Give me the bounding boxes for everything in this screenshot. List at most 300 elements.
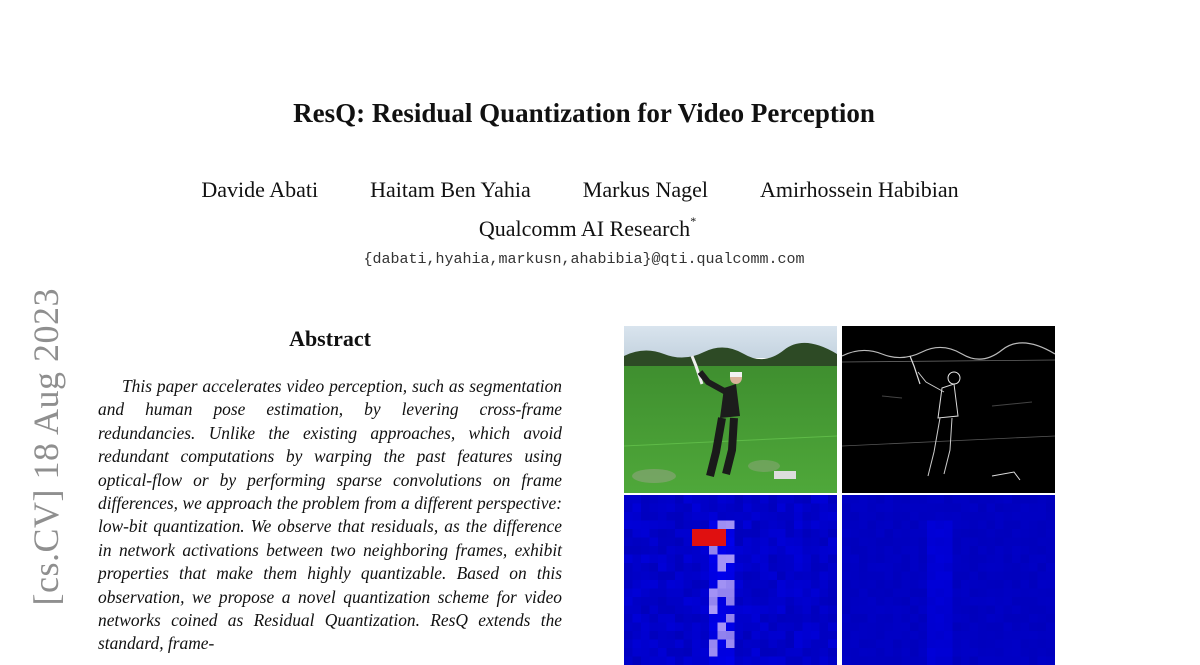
heatmap-cell [650, 572, 659, 581]
heatmap-cell [726, 529, 735, 538]
heatmap-cell [944, 572, 953, 581]
heatmap-cell [1012, 512, 1021, 521]
heatmap-cell [828, 504, 837, 513]
heatmap-cell [777, 529, 786, 538]
heatmap-cell [760, 555, 769, 564]
heatmap-cell [667, 529, 676, 538]
heatmap-cell [944, 512, 953, 521]
heatmap-cell [927, 538, 936, 547]
heatmap-cell [1038, 538, 1047, 547]
heatmap-cell [760, 572, 769, 581]
heatmap-cell [786, 504, 795, 513]
heatmap-cell [995, 546, 1004, 555]
heatmap-cell [667, 606, 676, 615]
heatmap-cell [633, 631, 642, 640]
heatmap-cell [919, 614, 928, 623]
heatmap-cell [995, 648, 1004, 657]
heatmap-cell [859, 657, 868, 665]
heatmap-cell [658, 640, 667, 649]
heatmap-cell [995, 640, 1004, 649]
heatmap-cell [868, 512, 877, 521]
heatmap-cell [859, 546, 868, 555]
heatmap-cell [859, 521, 868, 530]
heatmap-cell [811, 648, 820, 657]
heatmap-cell [1021, 555, 1030, 564]
heatmap-cell [667, 538, 676, 547]
heatmap-cell [885, 546, 894, 555]
heatmap-cell [893, 529, 902, 538]
heatmap-cell [684, 555, 693, 564]
heatmap-cell [927, 529, 936, 538]
heatmap-cell [1021, 614, 1030, 623]
heatmap-cell [624, 512, 633, 521]
heatmap-cell [658, 512, 667, 521]
heatmap-cell [641, 538, 650, 547]
heatmap-cell [919, 512, 928, 521]
heatmap-cell [760, 563, 769, 572]
heatmap-cell [927, 521, 936, 530]
heatmap-cell [919, 623, 928, 632]
heatmap-cell [1029, 648, 1038, 657]
heatmap-cell [970, 589, 979, 598]
heatmap-cell [641, 614, 650, 623]
heatmap-cell [752, 606, 761, 615]
heatmap-cell [709, 546, 718, 555]
heatmap-cell [961, 504, 970, 513]
author-name: Amirhossein Habibian [760, 177, 959, 203]
heatmap-cell [794, 512, 803, 521]
heatmap-cell [1038, 555, 1047, 564]
heatmap-cell [876, 631, 885, 640]
heatmap-cell [718, 648, 727, 657]
heatmap-cell [1012, 631, 1021, 640]
heatmap-cell [803, 563, 812, 572]
heatmap-cell [675, 597, 684, 606]
heatmap-cell [876, 623, 885, 632]
heatmap-cell [927, 648, 936, 657]
heatmap-cell [876, 495, 885, 504]
heatmap-cell [987, 572, 996, 581]
heatmap-cell [978, 512, 987, 521]
heatmap-cell [953, 538, 962, 547]
heatmap-cell [692, 521, 701, 530]
heatmap-cell [978, 648, 987, 657]
heatmap-cell [650, 538, 659, 547]
heatmap-cell [820, 640, 829, 649]
heatmap-cell [650, 563, 659, 572]
heatmap-cell [970, 521, 979, 530]
heatmap-cell [650, 555, 659, 564]
heatmap-cell [893, 589, 902, 598]
heatmap-cell [675, 657, 684, 665]
heatmap-cell [777, 521, 786, 530]
heatmap-cell [811, 529, 820, 538]
heatmap-cell [624, 495, 633, 504]
heatmap-cell [803, 546, 812, 555]
heatmap-cell [820, 572, 829, 581]
heatmap-cell [811, 563, 820, 572]
heatmap-cell [692, 546, 701, 555]
heatmap-cell [786, 546, 795, 555]
heatmap-cell [743, 623, 752, 632]
heatmap-cell [1012, 521, 1021, 530]
heatmap-cell [859, 512, 868, 521]
heatmap-cell [641, 546, 650, 555]
heatmap-cell [919, 657, 928, 665]
heatmap-cell [675, 521, 684, 530]
heatmap-cell [987, 504, 996, 513]
heatmap-cell [718, 555, 727, 564]
heatmap-cell [811, 538, 820, 547]
heatmap-cell [961, 631, 970, 640]
heatmap-cell [1012, 546, 1021, 555]
heatmap-cell [978, 657, 987, 665]
heatmap-cell [828, 521, 837, 530]
heatmap-cell [961, 546, 970, 555]
heatmap-cell [752, 546, 761, 555]
heatmap-cell [851, 563, 860, 572]
heatmap-cell [995, 580, 1004, 589]
heatmap-cell [961, 640, 970, 649]
heatmap-cell [995, 555, 1004, 564]
heatmap-cell [961, 555, 970, 564]
heatmap-cell [777, 657, 786, 665]
heatmap-cell [885, 623, 894, 632]
heatmap-cell [1029, 546, 1038, 555]
heatmap-cell [936, 572, 945, 581]
heatmap-cell [1021, 512, 1030, 521]
heatmap-cell [1046, 606, 1055, 615]
heatmap-cell [718, 563, 727, 572]
residual-heatmap-left [624, 495, 837, 665]
heatmap-cell [910, 648, 919, 657]
heatmap-cell [868, 521, 877, 530]
heatmap-cell [718, 504, 727, 513]
heatmap-cell [919, 504, 928, 513]
heatmap-cell [936, 512, 945, 521]
heatmap-cell [995, 657, 1004, 665]
heatmap-cell [893, 580, 902, 589]
heatmap-cell [667, 589, 676, 598]
heatmap-cell [658, 631, 667, 640]
heatmap-cell [633, 529, 642, 538]
heatmap-cell [978, 521, 987, 530]
heatmap-cell [987, 606, 996, 615]
heatmap-cell [876, 648, 885, 657]
heatmap-cell [1046, 623, 1055, 632]
heatmap-cell [936, 529, 945, 538]
heatmap-cell [641, 657, 650, 665]
heatmap-cell [692, 640, 701, 649]
heatmap-cell [811, 555, 820, 564]
heatmap-cell [902, 538, 911, 547]
author-list [0, 177, 1160, 203]
heatmap-cell [709, 580, 718, 589]
heatmap-cell [902, 504, 911, 513]
heatmap-cell [876, 589, 885, 598]
heatmap-cell [995, 512, 1004, 521]
heatmap-cell [624, 555, 633, 564]
heatmap-cell [684, 529, 693, 538]
heatmap-cell [735, 640, 744, 649]
heatmap-cell [667, 504, 676, 513]
heatmap-cell [859, 640, 868, 649]
heatmap-cell [760, 538, 769, 547]
heatmap-cell [876, 572, 885, 581]
heatmap-cell [718, 597, 727, 606]
heatmap-cell [961, 589, 970, 598]
heatmap-cell [868, 572, 877, 581]
heatmap-cell [919, 529, 928, 538]
heatmap-cell [859, 623, 868, 632]
heatmap-cell [624, 563, 633, 572]
heatmap-cell [868, 640, 877, 649]
heatmap-cell [936, 623, 945, 632]
heatmap-cell [919, 538, 928, 547]
heatmap-cell [893, 572, 902, 581]
heatmap-cell [944, 623, 953, 632]
heatmap-cell [735, 504, 744, 513]
heatmap-cell [769, 495, 778, 504]
heatmap-cell [1012, 572, 1021, 581]
heatmap-cell [1004, 521, 1013, 530]
heatmap-cell [667, 512, 676, 521]
heatmap-cell [803, 614, 812, 623]
heatmap-cell [1046, 538, 1055, 547]
heatmap-cell [794, 631, 803, 640]
heatmap-cell [828, 648, 837, 657]
heatmap-cell [803, 572, 812, 581]
heatmap-cell [701, 614, 710, 623]
heatmap-cell [936, 580, 945, 589]
heatmap-cell [743, 580, 752, 589]
heatmap-cell [709, 623, 718, 632]
heatmap-cell [970, 512, 979, 521]
heatmap-cell [936, 597, 945, 606]
heatmap-cell [828, 580, 837, 589]
heatmap-cell [658, 572, 667, 581]
author-emails: {dabati,hyahia,markusn,ahabibia}@qti.qualcomm.com [0, 251, 1168, 268]
heatmap-cell [709, 597, 718, 606]
heatmap-cell [811, 572, 820, 581]
heatmap-cell [868, 597, 877, 606]
heatmap-cell [1021, 589, 1030, 598]
heatmap-cell [820, 657, 829, 665]
heatmap-cell [885, 529, 894, 538]
heatmap-cell [658, 563, 667, 572]
heatmap-cell [944, 597, 953, 606]
heatmap-cell [1021, 597, 1030, 606]
heatmap-cell [752, 521, 761, 530]
heatmap-cell [735, 606, 744, 615]
heatmap-cell [786, 648, 795, 657]
heatmap-cell [1046, 504, 1055, 513]
heatmap-cell [1029, 606, 1038, 615]
heatmap-cell [624, 640, 633, 649]
heatmap-cell [760, 512, 769, 521]
heatmap-cell [794, 572, 803, 581]
heatmap-cell [978, 538, 987, 547]
heatmap-cell [624, 504, 633, 513]
heatmap-cell [978, 504, 987, 513]
heatmap-cell [987, 631, 996, 640]
heatmap-cell [842, 521, 851, 530]
heatmap-cell [794, 606, 803, 615]
heatmap-cell [1004, 606, 1013, 615]
heatmap-cell [701, 495, 710, 504]
heatmap-cell [910, 589, 919, 598]
heatmap-cell [709, 512, 718, 521]
author-name: Markus Nagel [583, 177, 708, 203]
heatmap-cell [624, 572, 633, 581]
heatmap-cell [743, 631, 752, 640]
heatmap-cell [987, 648, 996, 657]
heatmap-cell [842, 504, 851, 513]
heatmap-cell [667, 648, 676, 657]
heatmap-cell [1046, 529, 1055, 538]
heatmap-cell [769, 555, 778, 564]
heatmap-cell [953, 521, 962, 530]
heatmap-cell [987, 521, 996, 530]
heatmap-cell [794, 623, 803, 632]
heatmap-cell [709, 606, 718, 615]
heatmap-cell [735, 572, 744, 581]
heatmap-cell [684, 657, 693, 665]
heatmap-cell [633, 580, 642, 589]
heatmap-cell [786, 640, 795, 649]
heatmap-cell [1029, 555, 1038, 564]
heatmap-cell [633, 606, 642, 615]
heatmap-cell [701, 589, 710, 598]
heatmap-cell [885, 589, 894, 598]
heatmap-cell [735, 495, 744, 504]
heatmap-cell [769, 589, 778, 598]
heatmap-cell [735, 648, 744, 657]
heatmap-cell [794, 648, 803, 657]
heatmap-cell [919, 495, 928, 504]
heatmap-cell [667, 657, 676, 665]
heatmap-cell [684, 623, 693, 632]
heatmap-cell [726, 606, 735, 615]
heatmap-cell [692, 538, 701, 547]
heatmap-cell [769, 538, 778, 547]
heatmap-cell [885, 640, 894, 649]
heatmap-cell [726, 597, 735, 606]
heatmap-cell [876, 538, 885, 547]
heatmap-cell [910, 623, 919, 632]
heatmap-cell [944, 614, 953, 623]
heatmap-cell [1012, 597, 1021, 606]
heatmap-cell [743, 648, 752, 657]
heatmap-cell [885, 648, 894, 657]
heatmap-cell [718, 546, 727, 555]
heatmap-cell [633, 614, 642, 623]
heatmap-cell [650, 631, 659, 640]
heatmap-cell [842, 606, 851, 615]
heatmap-cell [1038, 504, 1047, 513]
heatmap-cell [1038, 563, 1047, 572]
heatmap-cell [1004, 495, 1013, 504]
heatmap-cell [936, 546, 945, 555]
frame-difference-edges [842, 326, 1055, 493]
heatmap-cell [970, 495, 979, 504]
heatmap-cell [885, 495, 894, 504]
heatmap-cell [752, 631, 761, 640]
heatmap-cell [624, 631, 633, 640]
heatmap-cell [828, 512, 837, 521]
heatmap-cell [760, 614, 769, 623]
heatmap-cell [995, 614, 1004, 623]
heatmap-cell [842, 597, 851, 606]
heatmap-cell [743, 529, 752, 538]
heatmap-cell [1038, 580, 1047, 589]
heatmap-cell [633, 563, 642, 572]
heatmap-cell [718, 512, 727, 521]
heatmap-cell [624, 657, 633, 665]
heatmap-cell [769, 572, 778, 581]
heatmap-cell [919, 648, 928, 657]
heatmap-cell [1038, 648, 1047, 657]
heatmap-cell [658, 504, 667, 513]
heatmap-cell [701, 648, 710, 657]
heatmap-cell [803, 623, 812, 632]
heatmap-cell [820, 495, 829, 504]
heatmap-cell [876, 597, 885, 606]
heatmap-cell [953, 572, 962, 581]
heatmap-cell [1029, 572, 1038, 581]
heatmap-cell [692, 504, 701, 513]
heatmap-cell [893, 623, 902, 632]
heatmap-cell [820, 614, 829, 623]
heatmap-cell [987, 495, 996, 504]
heatmap-cell [769, 504, 778, 513]
heatmap-cell [893, 597, 902, 606]
heatmap-cell [743, 521, 752, 530]
heatmap-cell [692, 512, 701, 521]
heatmap-cell [851, 555, 860, 564]
heatmap-cell [658, 614, 667, 623]
heatmap-cell [961, 538, 970, 547]
heatmap-cell [1012, 538, 1021, 547]
heatmap-cell [752, 504, 761, 513]
heatmap-cell [820, 521, 829, 530]
heatmap-cell [794, 614, 803, 623]
heatmap-cell [828, 563, 837, 572]
heatmap-cell [893, 555, 902, 564]
heatmap-cell [936, 589, 945, 598]
heatmap-cell [851, 597, 860, 606]
heatmap-cell [868, 589, 877, 598]
heatmap-cell [910, 555, 919, 564]
heatmap-cell [760, 606, 769, 615]
heatmap-cell [641, 648, 650, 657]
heatmap-cell [893, 512, 902, 521]
heatmap-cell [658, 580, 667, 589]
heatmap-cell [851, 546, 860, 555]
heatmap-cell [893, 631, 902, 640]
heatmap-cell [859, 631, 868, 640]
heatmap-cell [709, 640, 718, 649]
heatmap-cell [902, 589, 911, 598]
heatmap-cell [936, 538, 945, 547]
heatmap-cell [752, 529, 761, 538]
heatmap-cell [726, 546, 735, 555]
heatmap-cell [658, 529, 667, 538]
heatmap-cell [641, 504, 650, 513]
heatmap-cell [828, 614, 837, 623]
heatmap-cell [811, 589, 820, 598]
heatmap-cell [859, 555, 868, 564]
